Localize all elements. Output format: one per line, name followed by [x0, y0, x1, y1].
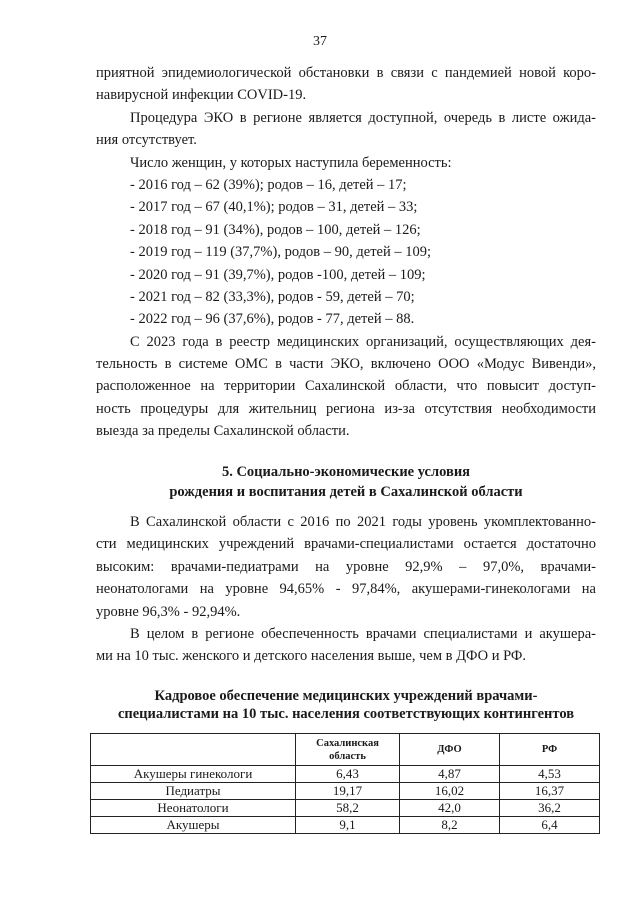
table-row	[91, 800, 600, 817]
text-line: расположенное на территории Сахалинской области, что повысит доступ-	[96, 378, 596, 395]
table-cell: 36,2	[500, 800, 600, 817]
table-cell: 58,2	[296, 800, 400, 817]
text-line: высоким: врачами-педиатрами на уровне 92,9% – 97,0%, врачами-	[96, 558, 596, 575]
text-line: С 2023 года в реестр медицинских организаций, осуществляющих дея-	[130, 333, 596, 350]
text-line: сти медицинских учреждений врачами-специалистами остается достаточно	[96, 536, 596, 553]
table-header-row	[91, 734, 600, 766]
table-title	[96, 687, 596, 723]
table-cell: 8,2	[400, 817, 500, 834]
table-header-cell	[91, 734, 296, 766]
text-line: В целом в регионе обеспеченность врачами специалистами и акушера-	[130, 625, 596, 642]
table-cell: 16,02	[400, 783, 500, 800]
text-line: приятной эпидемиологической обстановки в связи с пандемией новой коро-	[96, 65, 596, 81]
table-row	[91, 766, 600, 783]
body-text-block-2	[96, 511, 596, 668]
table-cell: 16,37	[500, 783, 600, 800]
staffing-table	[90, 733, 600, 834]
table-cell: Акушеры гинекологи	[91, 766, 296, 783]
text-line: - 2019 год – 119 (37,7%), родов – 90, детей – 109;	[130, 244, 432, 261]
section-heading-line: 5. Социально-экономические условия	[221, 464, 471, 480]
table-row	[91, 817, 600, 834]
text-line: - 2020 год – 91 (39,7%), родов -100, детей – 109;	[130, 266, 426, 283]
table-cell: 4,53	[500, 766, 600, 783]
table-title-line: специалистами на 10 тыс. населения соответствующих контингентов	[117, 706, 575, 722]
table-cell: 42,0	[400, 800, 500, 817]
table-header-cell: ДФО	[400, 734, 500, 766]
text-line: В Сахалинской области с 2016 по 2021 годы уровень укомплектованно-	[130, 514, 596, 530]
table-cell: 9,1	[296, 817, 400, 834]
table-cell: 4,87	[400, 766, 500, 783]
text-line: - 2022 год – 96 (37,6%), родов - 77, детей – 88.	[130, 311, 415, 328]
table-row	[91, 783, 600, 800]
text-line: неонатологами на уровне 94,65% - 97,84%, акушерами-гинекологами на	[96, 581, 596, 598]
text-line: Число женщин, у которых наступила беременность:	[130, 154, 452, 171]
section-heading	[96, 462, 596, 502]
text-line: - 2016 год – 62 (39%); родов – 16, детей – 17;	[130, 176, 407, 193]
table-cell: Неонатологи	[91, 800, 296, 817]
text-line: - 2021 год – 82 (33,3%), родов - 59, детей – 70;	[130, 288, 415, 305]
section-heading-line: рождения и воспитания детей в Сахалинской области	[169, 484, 523, 500]
text-line: Процедура ЭКО в регионе является доступной, очередь в листе ожида-	[130, 109, 596, 126]
text-line: - 2018 год – 91 (34%), родов – 100, детей – 126;	[130, 221, 421, 238]
text-line: ность процедуры для жительниц региона из-за отсутствия необходимости	[96, 400, 596, 417]
text-line: выезда за пределы Сахалинской области.	[96, 423, 350, 440]
text-line: ния отсутствует.	[96, 132, 197, 149]
page-number: 37	[313, 34, 327, 49]
table-cell: 6,4	[500, 817, 600, 834]
table-cell: 19,17	[296, 783, 400, 800]
table-header-cell: РФ	[500, 734, 600, 766]
text-line: - 2017 год – 67 (40,1%); родов – 31, детей – 33;	[130, 199, 418, 216]
table-header-cell: Сахалинская область	[296, 734, 400, 766]
text-line: навирусной инфекции COVID-19.	[96, 87, 307, 104]
table-cell: Педиатры	[91, 783, 296, 800]
table-cell: Акушеры	[91, 817, 296, 834]
text-line: ми на 10 тыс. женского и детского населения выше, чем в ДФО и РФ.	[96, 648, 526, 665]
text-line: уровне 96,3% - 92,94%.	[96, 603, 241, 620]
text-line: тельность в системе ОМС в части ЭКО, включено ООО «Модус Вивенди»,	[96, 356, 596, 373]
table-cell: 6,43	[296, 766, 400, 783]
table-title-line: Кадровое обеспечение медицинских учреждений врачами-	[154, 688, 538, 704]
body-text-block-1	[96, 62, 596, 443]
